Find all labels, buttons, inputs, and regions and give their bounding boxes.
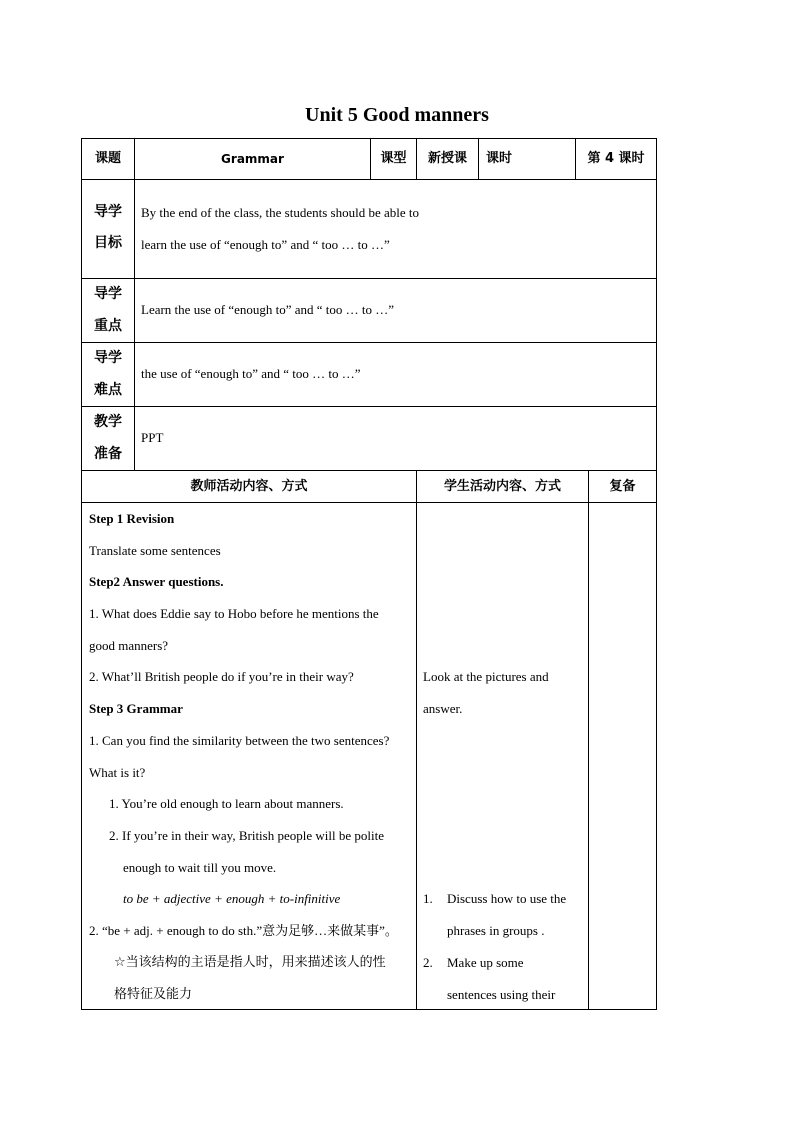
difficult-points-text: the use of “enough to” and “ too … to …” (141, 366, 361, 381)
question-1-line-2: good manners? (89, 638, 169, 653)
period-label: 课时 (486, 151, 513, 166)
grammar-2: 2. “be + adj. + enough to do sth.”意为足够…来做某事”。 (89, 923, 398, 938)
example-sentence-1: 1. You’re old enough to learn about manners. (109, 796, 344, 811)
key-points-text: Learn the use of “enough to” and “ too … to …” (141, 302, 395, 317)
student-item-1-line-2: phrases in groups . (447, 923, 545, 938)
grammar-1-line-2: What is it? (89, 765, 146, 780)
student-item-2-number: 2. (423, 955, 433, 970)
question-1-line-1: 1. What does Eddie say to Hobo before he mentions the (89, 606, 379, 621)
step1-title: Step 1 Revision (89, 511, 175, 526)
grammar-formula: to be + adjective + enough + to-infinitive (123, 891, 341, 906)
student-look-line-1: Look at the pictures and (423, 669, 549, 684)
type-value: 新授课 (427, 151, 467, 166)
document-title: Unit 5 Good manners (305, 104, 489, 126)
type-label: 课型 (380, 151, 407, 166)
example-sentence-2-line-1: 2. If you’re in their way, British people will be polite (109, 828, 384, 843)
teacher-column-header: 教师活动内容、方式 (190, 479, 308, 494)
question-2: 2. What’ll British people do if you’re in their way? (89, 669, 354, 684)
difficult-points-label: 导学难点 (94, 350, 122, 398)
objectives-label: 导学目标 (94, 204, 122, 251)
example-sentence-2-line-2: enough to wait till you move. (123, 860, 277, 875)
student-item-1-number: 1. (423, 891, 433, 906)
preparation-label: 教学准备 (94, 414, 122, 462)
objectives-line-2: learn the use of “enough to” and “ too … to …” (141, 237, 390, 252)
student-look-line-2: answer. (423, 701, 463, 716)
note-line-1: ☆当该结构的主语是指人时，用来描述该人的性 (114, 955, 386, 970)
preparation-text: PPT (141, 430, 164, 445)
student-item-2-line-1: Make up some (447, 955, 524, 970)
key-points-label: 导学重点 (94, 286, 122, 334)
notes-column-header: 复备 (609, 479, 636, 494)
student-item-2-line-2: sentences using their (447, 987, 556, 1002)
student-item-1-line-1: Discuss how to use the (447, 891, 567, 906)
step1-text: Translate some sentences (89, 543, 221, 558)
note-line-2: 格特征及能力 (114, 987, 193, 1002)
objectives-line-1: By the end of the class, the students should be able to (141, 205, 420, 220)
student-column-header: 学生活动内容、方式 (443, 479, 561, 494)
grammar-1-line-1: 1. Can you find the similarity between the two sentences? (89, 733, 390, 748)
step3-title: Step 3 Grammar (89, 701, 183, 716)
topic-value: Grammar (221, 152, 284, 166)
period-value: 第 4 课时 (587, 151, 645, 166)
topic-label: 课题 (94, 151, 121, 166)
step2-title: Step2 Answer questions. (89, 574, 224, 589)
